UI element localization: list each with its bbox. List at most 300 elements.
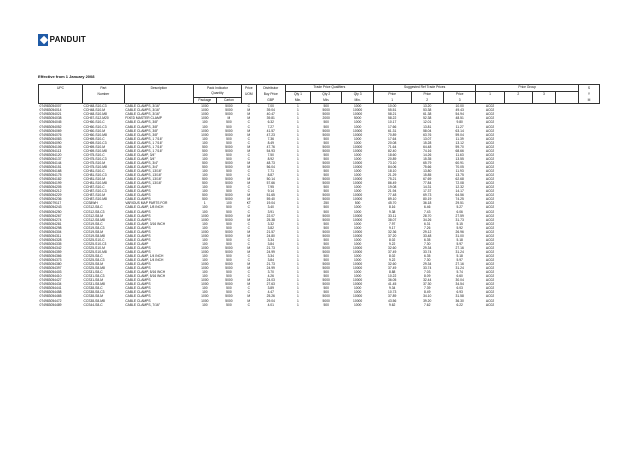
part-number-cell: CCS31-S8-C3	[83, 274, 105, 279]
uom-cell: M	[247, 132, 251, 137]
qty2-cell: 5000	[322, 144, 330, 149]
carton-qty-cell: 5000	[225, 245, 233, 250]
carton-qty-cell: 5000	[225, 294, 233, 299]
package-qty-cell: 1000	[201, 266, 209, 271]
package-qty-cell: 1000	[201, 298, 209, 303]
qty1-cell: 1	[297, 132, 299, 137]
part-number-cell: CCH60-S10-C	[83, 120, 105, 125]
part-number-cell: CCH48-S10-M8	[83, 112, 107, 117]
empty-cell	[532, 303, 555, 307]
price-group-cell: AC02	[485, 144, 495, 149]
upc-cell: 074983054250	[39, 209, 62, 214]
description-cell: CABLE CLAMPS, 1 7/16"	[125, 136, 163, 141]
description-cell: CABLE CLAMPS, 3/8"	[125, 132, 159, 137]
carton-qty-cell: 5000	[225, 197, 233, 202]
description-cell: CABLE CLAMPS	[125, 294, 151, 299]
description-cell: CABLE CLAMP, 1/4 INCH	[125, 254, 164, 259]
package-qty-cell: 100	[202, 189, 208, 194]
qty3-cell: 10000	[353, 164, 363, 169]
qty1-cell: 1	[297, 286, 299, 291]
price-group-cell: AC02	[485, 258, 495, 263]
uom-cell: C	[247, 156, 250, 161]
uom-cell: C	[247, 237, 250, 242]
price3-cell: 29.51	[455, 201, 464, 206]
description-cell: CABLE CLAMPS	[125, 262, 151, 267]
carton-qty-cell: 500	[226, 156, 232, 161]
header-buy-price: Buy Price	[256, 91, 285, 97]
uom-cell: M	[247, 294, 251, 299]
part-number-cell: CCH60-S10-C3	[83, 124, 107, 129]
buy-price-cell: 48.73	[266, 160, 275, 165]
price3-cell: 10.00	[455, 104, 464, 109]
qty2-cell: 5000	[322, 213, 330, 218]
qty1-cell: 1	[297, 278, 299, 283]
qty3-cell: 10000	[353, 245, 363, 250]
qty3-cell: 1000	[353, 209, 362, 214]
qty1-cell: 1	[297, 225, 299, 230]
part-number-cell: CCH87-S10-C	[83, 185, 105, 190]
uom-cell: C	[247, 241, 250, 246]
package-qty-cell: 100	[202, 152, 208, 157]
qty3-cell: 10000	[353, 233, 363, 238]
carton-qty-cell: 100	[226, 201, 232, 206]
upc-cell: 074983054267	[39, 213, 62, 218]
price3-cell: 5.27	[456, 205, 463, 210]
carton-qty-cell: 5000	[225, 112, 233, 117]
package-qty-cell: 1000	[201, 282, 209, 287]
price2-cell: 7.26	[424, 225, 431, 230]
price1-cell: 32.60	[388, 245, 397, 250]
price3-cell: 5.74	[456, 270, 463, 275]
qty1-cell: 1	[297, 270, 299, 275]
qty2-cell: 500	[323, 241, 329, 246]
upc-cell: 074983054175	[39, 173, 62, 178]
part-number-cell: CCH81-S10-C	[83, 169, 105, 174]
qty1-cell: 1	[297, 205, 299, 210]
qty2-cell: 500	[323, 270, 329, 275]
description-cell: CABLE CLAMPS, 13/16"	[125, 169, 162, 174]
price3-cell: 6.06	[456, 209, 463, 214]
price3-cell: 5.18	[456, 254, 463, 259]
upc-cell: 074983079117	[39, 201, 62, 206]
price-group-cell: AC02	[485, 302, 495, 307]
price2-cell: 6.46	[424, 205, 431, 210]
carton-qty-cell: 5000	[225, 298, 233, 303]
qty2-cell: 500	[323, 140, 329, 145]
uom-cell: M	[247, 112, 251, 117]
description-cell: CABLE CLAMP, 3/4"	[125, 152, 156, 157]
price1-cell: 17.64	[388, 136, 397, 141]
carton-qty-cell: 500	[226, 173, 232, 178]
price3-cell: 31.24	[455, 249, 464, 254]
uom-cell: M	[247, 144, 251, 149]
qty1-cell: 1	[297, 128, 299, 133]
buy-price-cell: 4.26	[267, 274, 274, 279]
part-number-cell: CCS19-S8-C	[83, 221, 103, 226]
qty1-cell: 1	[297, 108, 299, 113]
table-row	[39, 303, 600, 307]
package-qty-cell: 500	[202, 193, 208, 198]
package-qty-cell: 100	[202, 221, 208, 226]
carton-qty-cell: 500	[226, 189, 232, 194]
qty3-cell: 1000	[353, 254, 362, 259]
price3-cell: 60.91	[455, 160, 464, 165]
qty2-cell: 500	[323, 104, 329, 109]
buy-price-cell: 3.32	[267, 221, 274, 226]
price-group-cell: AC02	[485, 116, 495, 121]
uom-cell: M	[247, 278, 251, 283]
qty2-cell: 5000	[322, 266, 330, 271]
description-cell: CABLE CLAMP	[125, 241, 149, 246]
price-group-cell: AC02	[485, 104, 495, 109]
uom-cell: M	[247, 181, 251, 186]
description-cell: CABLE CLAMPS	[125, 286, 151, 291]
price-group-cell: AC02	[485, 225, 495, 230]
qty1-cell: 1	[297, 294, 299, 299]
buy-price-cell: 4.01	[267, 302, 274, 307]
package-qty-cell: 1000	[201, 132, 209, 137]
carton-qty-cell: 5000	[225, 160, 233, 165]
qty3-cell: 10000	[353, 197, 363, 202]
upc-cell: 074983054168	[39, 169, 62, 174]
price-group-cell: AC02	[485, 140, 495, 145]
header-package: Package	[193, 97, 216, 104]
qty1-cell: 1	[297, 140, 299, 145]
price2-cell: 13.81	[423, 124, 432, 129]
buy-price-cell: 24.80	[266, 233, 275, 238]
qty2-cell: 5000	[322, 217, 330, 222]
qty1-cell: 1	[297, 274, 299, 279]
price-group-cell: AC02	[485, 249, 495, 254]
qty2-cell: 500	[323, 302, 329, 307]
buy-price-cell: 50.14	[266, 177, 275, 182]
qty1-cell: 1	[297, 290, 299, 295]
price3-cell: 27.16	[455, 245, 464, 250]
price1-cell: 61.31	[388, 128, 397, 133]
carton-qty-cell: 500	[226, 152, 232, 157]
part-number-cell: CCS19-S8-C3	[83, 225, 105, 230]
price-group-cell: AC02	[485, 173, 495, 178]
qty3-cell: 10000	[353, 193, 363, 198]
price3-cell: 13.75	[455, 173, 464, 178]
qty2-cell: 5000	[322, 278, 330, 283]
price1-cell: 10.17	[388, 120, 397, 125]
qty3-cell: 10000	[353, 132, 363, 137]
description-cell: CABLE CLAMPS	[125, 278, 151, 283]
price1-cell: 21.29	[388, 173, 397, 178]
buy-price-cell: 19.04	[266, 201, 275, 206]
price2-cell: 74.16	[423, 148, 432, 153]
carton-qty-cell: M	[227, 116, 231, 121]
price1-cell: 37.49	[388, 266, 397, 271]
upc-cell: 074983054441	[39, 286, 62, 291]
price1-cell: 9.38	[388, 209, 396, 214]
price3-cell: 30.04	[455, 278, 464, 283]
price1-cell: 70.89	[388, 132, 397, 137]
description-cell: CABLE CLAMPS, 3/8"	[125, 124, 159, 129]
price-group-cell: AC02	[485, 229, 495, 234]
package-qty-cell: 100	[202, 286, 208, 291]
qty2-cell: 5000	[322, 164, 330, 169]
price3-cell: 64.56	[455, 193, 464, 198]
description-cell: CABLE CLAMPS	[125, 233, 151, 238]
buy-price-cell: 24.99	[266, 249, 275, 254]
price3-cell: 31.00	[455, 233, 464, 238]
qty1-cell: 1	[297, 181, 299, 186]
qty3-cell: 500	[354, 201, 361, 206]
qty2-cell: 5000	[322, 193, 330, 198]
qty1-cell: 1	[297, 169, 299, 174]
buy-price-cell: 21.73	[266, 262, 275, 267]
description-cell: CABLE CLAMPS	[125, 298, 151, 303]
qty3-cell: 10000	[353, 160, 363, 165]
price1-cell: 89.10	[388, 197, 397, 202]
uom-cell: C	[247, 189, 250, 194]
price2-cell: 7.03	[424, 270, 431, 275]
header-trade-price-qualifiers: Trade Price Qualifiers	[285, 85, 373, 92]
empty-cell	[504, 303, 532, 307]
carton-qty-cell: 500	[226, 225, 232, 230]
price1-cell: 20.89	[388, 156, 397, 161]
carton-qty-cell: 5000	[225, 282, 233, 287]
uom-cell: C	[247, 286, 250, 291]
buy-price-cell: 39.81	[266, 116, 275, 121]
package-qty-cell: 100	[202, 302, 208, 307]
price3-cell: 11.63	[455, 152, 464, 157]
qty2-cell: 5000	[322, 229, 330, 234]
price2-cell: 13.80	[423, 169, 432, 174]
description-cell: CABLE CLAMP, 3/4"	[125, 156, 156, 161]
upc-cell: 074983054410	[39, 274, 62, 279]
price2-cell: 53.38	[423, 108, 432, 113]
buy-price-cell: 3.89	[267, 286, 274, 291]
part-number-cell: CCS19-S8-M8	[83, 233, 105, 238]
buy-price-cell: 27.63	[266, 282, 275, 287]
buy-price-cell: 7.00	[267, 104, 274, 109]
price2-cell: 13.20	[423, 104, 432, 109]
qty1-cell: 1	[297, 116, 299, 121]
price2-cell: 67.69	[423, 177, 432, 182]
price1-cell: 9.17	[388, 225, 396, 230]
buy-price-cell: 56.04	[266, 164, 275, 169]
carton-qty-cell: 5000	[225, 229, 233, 234]
header-pack-indicator: Pack Indicator	[193, 85, 241, 92]
price2-cell: 33.74	[423, 266, 432, 271]
part-number-cell: CCS38-S8-M8	[83, 298, 105, 303]
empty-cell	[578, 303, 599, 307]
price2-cell: 34.10	[423, 294, 432, 299]
carton-qty-cell: 500	[226, 124, 232, 129]
price3-cell: 26.96	[455, 229, 464, 234]
qty3-cell: 1000	[353, 286, 362, 291]
price1-cell: 8.88	[388, 270, 396, 275]
header-price-1-label: Price	[373, 91, 411, 97]
upc-cell: 074983054083	[39, 136, 62, 141]
upc-cell: 074983054373	[39, 258, 62, 263]
description-cell: CABLE CLAMP, 5/16 INCH	[125, 270, 166, 275]
price2-cell: 69.73	[423, 193, 432, 198]
price2-cell: 7.30	[424, 241, 431, 246]
package-qty-cell: 1000	[201, 217, 209, 222]
package-qty-cell: 500	[202, 148, 208, 153]
price1-cell: 58.22	[388, 116, 397, 121]
header-qty1: Qty 1	[285, 91, 310, 97]
price2-cell: 75.66	[423, 164, 432, 169]
qty1-cell: 1	[297, 104, 299, 109]
price1-cell: 36.05	[388, 278, 397, 283]
carton-qty-cell: 5000	[225, 181, 233, 186]
price2-cell: 52.38	[423, 116, 432, 121]
header-group-2: 2	[504, 91, 532, 97]
qty3-cell: 1000	[353, 104, 362, 109]
upc-cell: 074983054380	[39, 262, 62, 267]
part-number-cell: CCH87-S10-C3	[83, 189, 107, 194]
price1-cell: 41.45	[388, 282, 397, 287]
price-group-cell: AC02	[485, 189, 495, 194]
price-group-cell: AC02	[485, 245, 495, 250]
package-qty-cell: 1000	[201, 128, 209, 133]
description-cell: CABLE CLAMPS, 3/8"	[125, 120, 159, 125]
price1-cell: 75.21	[388, 177, 397, 182]
package-qty-cell: 100	[202, 140, 208, 145]
qty3-cell: 10000	[353, 112, 363, 117]
description-cell: CABLE CLAMPS	[125, 245, 151, 250]
price2-cell: 28.70	[423, 213, 432, 218]
price-group-cell: AC02	[485, 156, 495, 161]
qty1-cell: 1	[297, 298, 299, 303]
description-cell: CABLE CLAMPS, 3/4"	[125, 160, 159, 165]
upc-cell: 074983054120	[39, 152, 62, 157]
description-cell: CABLE CLAMPS	[125, 225, 151, 230]
upc-cell: 074983054298	[39, 225, 62, 230]
description-cell: CABLE CLAMPS	[125, 189, 151, 194]
carton-qty-cell: 5000	[225, 177, 233, 182]
upc-cell: 074983054137	[39, 156, 62, 161]
part-number-cell: CCS31-S8-M8	[83, 282, 105, 287]
carton-qty-cell: 500	[226, 205, 232, 210]
carton-qty-cell: 5000	[225, 278, 233, 283]
price1-cell: 9.34	[388, 286, 396, 291]
uom-cell: M	[247, 164, 251, 169]
header-carton: Carton	[216, 97, 241, 104]
buy-price-cell: 24.99	[266, 266, 275, 271]
buy-price-cell: 3.84	[267, 241, 274, 246]
buy-price-cell: 3.34	[267, 254, 274, 259]
uom-cell: M	[247, 217, 251, 222]
price3-cell: 5.97	[456, 241, 463, 246]
qty1-cell: 1	[297, 258, 299, 263]
price1-cell: 43.56	[388, 298, 397, 303]
part-number-cell: CCH75-S10-C	[83, 152, 105, 157]
description-cell: CABLE CLAMPS, 1 7/16"	[125, 148, 163, 153]
upc-cell: 074983054342	[39, 245, 62, 250]
part-number-cell: CCS8WH	[83, 201, 98, 206]
buy-price-cell: 25.38	[266, 217, 275, 222]
carton-qty-cell: 500	[226, 136, 232, 141]
price-group-cell: AC02	[485, 124, 495, 129]
package-qty-cell: 100	[202, 185, 208, 190]
qty2-cell: 5000	[322, 262, 330, 267]
qty3-cell: 10000	[353, 298, 363, 303]
header-quantity: Quantity	[193, 91, 241, 97]
qty2-cell: 500	[323, 209, 329, 214]
part-number-cell: CCS25-S8-M8	[83, 266, 105, 271]
uom-cell: C	[247, 258, 250, 263]
part-number-cell: CCS19-S8-M	[83, 229, 104, 234]
qty1-cell: 1	[297, 156, 299, 161]
price-group-cell: AC02	[485, 282, 495, 287]
price2-cell: 8.09	[424, 274, 431, 279]
qty1-cell: 1	[297, 217, 299, 222]
qty1-cell: 1	[297, 302, 299, 307]
price1-cell: 20.08	[388, 140, 397, 145]
uom-cell: C	[247, 221, 250, 226]
buy-price-cell: 41.57	[266, 128, 275, 133]
package-qty-cell: 100	[202, 290, 208, 295]
price2-cell: 6.35	[424, 254, 431, 259]
carton-qty-cell: 500	[226, 274, 232, 279]
carton-qty-cell: 500	[226, 258, 232, 263]
price2-cell: 7.30	[424, 258, 431, 263]
price1-cell: 86.49	[388, 181, 397, 186]
price-group-cell: AC02	[485, 108, 495, 113]
price1-cell: 77.48	[388, 193, 397, 198]
carton-qty-cell: 500	[226, 270, 232, 275]
uom-cell: M	[247, 148, 251, 153]
price2-cell: 12.01	[423, 120, 432, 125]
uom-cell: M	[247, 262, 251, 267]
qty2-cell: 500	[323, 136, 329, 141]
upc-cell: 074983054366	[39, 254, 62, 259]
price2-cell: 32.44	[423, 278, 432, 283]
package-qty-cell: 100	[202, 120, 208, 125]
qty2-cell: 500	[323, 290, 329, 295]
qty2-cell: 500	[323, 274, 329, 279]
uom-cell: C	[247, 169, 250, 174]
description-cell: CABLE CLAMPS, 1 7/16"	[125, 140, 163, 145]
price-group-cell: AC02	[485, 270, 495, 275]
upc-cell: 074983054458	[39, 290, 62, 295]
buy-price-cell: 8.49	[267, 140, 274, 145]
part-number-cell: CCS25-S8-C3	[83, 258, 105, 263]
part-number-cell: CCS12-S8-M8	[83, 217, 105, 222]
price1-cell: 8.02	[388, 237, 396, 242]
price1-cell: 18.10	[388, 169, 397, 174]
price3-cell: 31.24	[455, 266, 464, 271]
carton-qty-cell: 5000	[225, 266, 233, 271]
part-number-cell: CCH69-S10-C	[83, 136, 105, 141]
qty1-cell: 1	[297, 185, 299, 190]
part-number-cell: CCS25-S8-M	[83, 262, 104, 267]
header-price-2-label: Price	[411, 91, 443, 97]
price2-cell: 7.43	[424, 209, 431, 214]
upc-cell: 074983054472	[39, 298, 62, 303]
uom-cell: C	[247, 270, 250, 275]
qty2-cell: 500	[323, 225, 329, 230]
uom-cell: M	[247, 233, 251, 238]
qty3-cell: 1000	[353, 185, 362, 190]
qty3-cell: 1000	[353, 189, 362, 194]
price3-cell: 6.03	[456, 286, 463, 291]
price3-cell: 14.17	[455, 189, 464, 194]
package-qty-cell: 100	[202, 274, 208, 279]
part-number-cell: CCH60-S10-M8	[83, 132, 107, 137]
header-gbp: GBP	[256, 97, 285, 104]
uom-cell: C	[247, 209, 250, 214]
carton-qty-cell: 5000	[225, 108, 233, 113]
description-cell: CABLE CLAMPS	[125, 197, 151, 202]
qty1-cell: 1	[297, 249, 299, 254]
